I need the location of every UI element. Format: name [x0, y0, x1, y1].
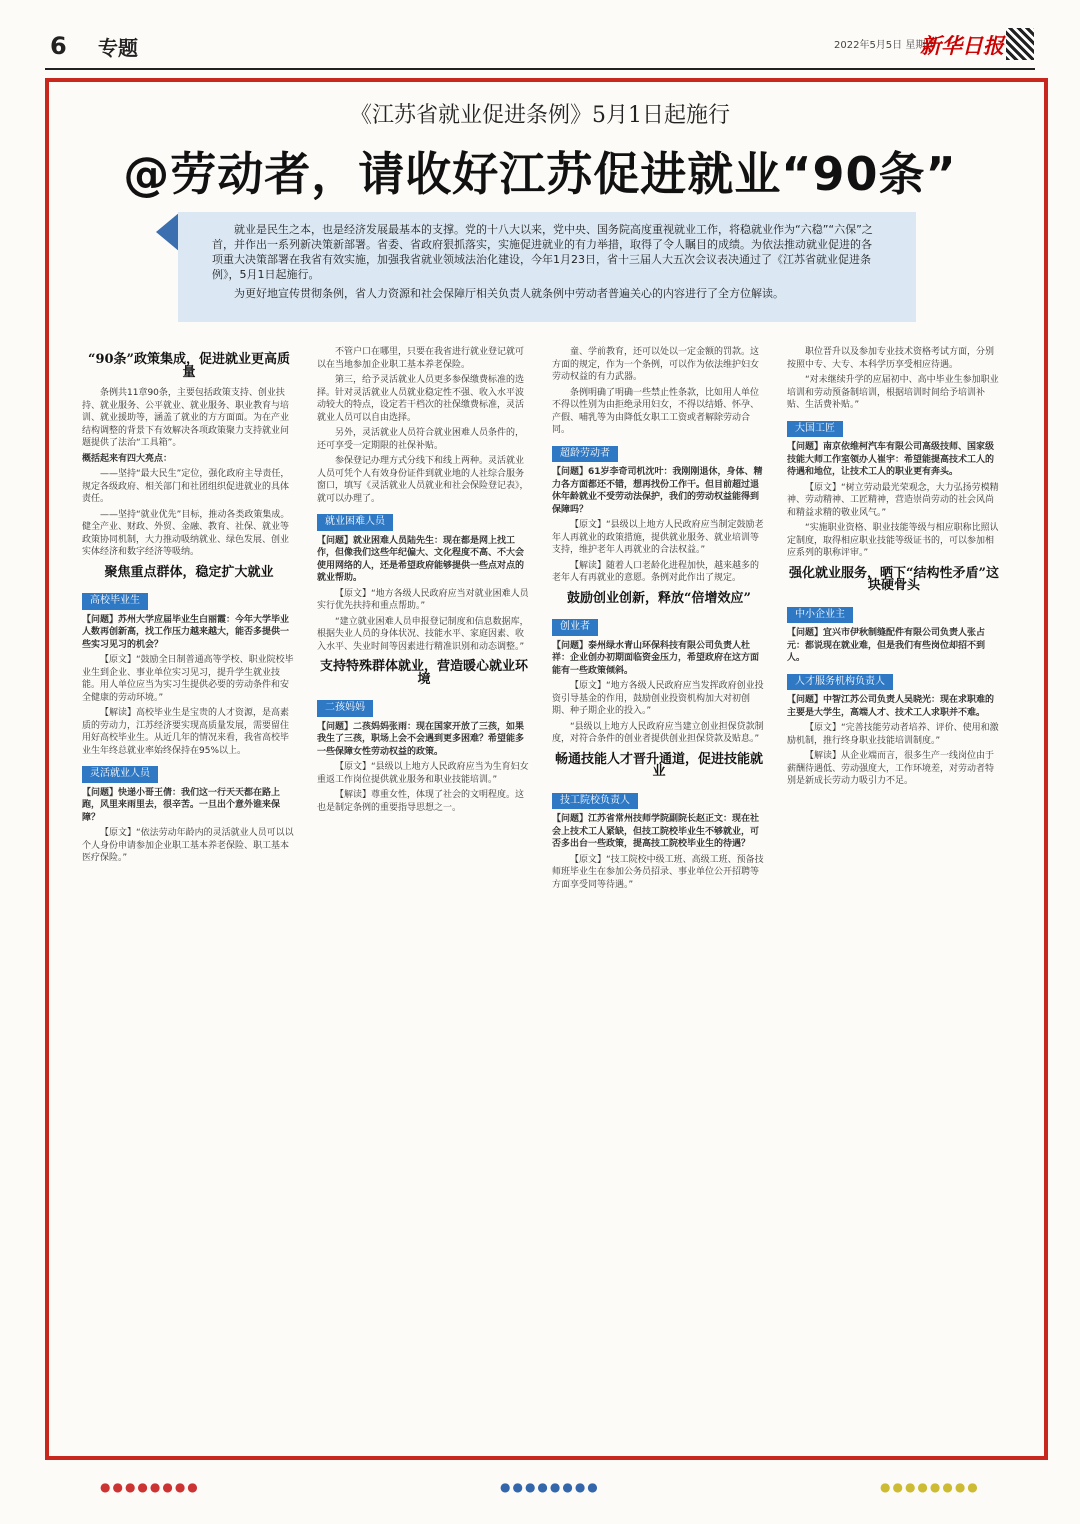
paragraph: 概括起来有四大亮点： [82, 453, 173, 464]
kicker: 《江苏省就业促进条例》5月1日起施行 [350, 103, 730, 128]
section-heading: 鼓励创业创新，释放“倍增效应” [567, 590, 751, 606]
topic-tag: 就业困难人员 [317, 514, 393, 531]
page-title: @劳动者，请收好江苏促进就业“90条” [123, 147, 957, 201]
masthead [0, 0, 1080, 72]
intro-paragraph: 为更好地宣传贯彻条例，省人力资源和社会保障厅相关负责人就条例中劳动者普遍关心的内容进行了全方位解读。 [234, 287, 784, 300]
paragraph: 【解读】高校毕业生是宝贵的人才资源，是高素质的劳动力，江苏经济要实现高质量发展，需要留住用好高校毕业生。从近几年的情况来看，我省高校毕业生年终总就业率始终保持在95%以上。 [82, 708, 290, 756]
intro-paragraph: 就业是民生之本，也是经济发展最基本的支撑。党的十八大以来，党中央、国务院高度重视就业工作，将稳就业作为“六稳”“六保”之首，并作出一系列新决策新部署。省委、省政府狠抓落实，实施促进就业的有力举措，取得了令人瞩目的成绩。为依法推动就业促进的各项重大决策部署在我省有效实施，加强我省就业领域法治化建设，今年1月23日，省十三届人大五次会议表决通过了《江苏省就业促进条例》，5月1日起施行。 [212, 223, 873, 281]
column-2 [317, 346, 531, 1446]
question: 【问题】苏州大学应届毕业生白丽霞：今年大学毕业人数再创新高，找工作压力越来越大，能否多提供一些实习见习的机会？ [82, 614, 290, 650]
paragraph: 【原文】“鼓励全日制普通高等学校、职业院校毕业生到企业、事业单位实习见习，提升学生就业技能。用人单位应当为实习生提供必要的劳动条件和安全健康的劳动环境。” [82, 655, 294, 703]
paragraph: 条例明确了明确一些禁止性条款，比如用人单位不得以性别为由拒绝录用妇女，不得以结婚、怀孕、产假、哺乳等为由降低女职工工资或者解除劳动合同。 [552, 387, 760, 435]
paragraph: “建立就业困难人员申报登记制度和信息数据库，根据失业人员的身体状况、技能水平、家庭因素、收入水平、失业时间等因素进行精准识别和动态调整。” [317, 616, 529, 652]
question: 【问题】二孩妈妈张雨：现在国家开放了三孩，如果我生了三孩，职场上会不会遇到更多困难？希望能多一些保障女性劳动权益的政策。 [317, 721, 525, 757]
paragraph: “实施职业资格、职业技能等级与相应职称比照认定制度，取得相应职业技能等级证书的，可以参加相应系列的职称评审。” [787, 523, 999, 558]
paragraph: 【解读】随着人口老龄化进程加快，越来越多的老年人有再就业的意愿。条例对此作出了规定。 [552, 560, 760, 583]
intro-box [178, 212, 916, 322]
paragraph: 【原文】“县级以上地方人民政府应当为生育妇女重返工作岗位提供就业服务和职业技能培训。” [317, 762, 529, 785]
section-heading: 聚焦重点群体，稳定扩大就业 [104, 564, 274, 580]
section-heading: 强化就业服务，晒下“结构性矛盾”这块硬骨头 [789, 565, 999, 593]
page-number: 6 [50, 32, 67, 60]
question: 【问题】61岁李奇司机沈叶：我刚刚退休，身体、精力各方面都还不错，想再找份工作干。但目前超过退休年龄就业不受劳动法保护，我们的劳动权益能得到保障吗？ [552, 467, 763, 515]
section-heading: 支持特殊群体就业，营造暖心就业环境 [319, 659, 528, 687]
question: 【问题】快递小哥王倩：我们这一行天天都在路上跑，风里来雨里去，很辛苦。一旦出个意外谁来保障？ [82, 787, 281, 823]
paragraph: 第三，给予灵活就业人员更多参保缴费标准的选择。针对灵活就业人员就业稳定性不强、收入水平波动较大的特点，设定若干档次的社保缴费标准，灵活就业人员可以自由选择。 [317, 375, 525, 423]
paragraph: 童、学前教育，还可以处以一定金额的罚款。这方面的规定，作为一个条例，可以作为依法维护妇女劳动权益的有力武器。 [552, 347, 760, 382]
issue-date: 2022年5月5日 星期四 [834, 40, 936, 51]
topic-tag: 灵活就业人员 [82, 766, 158, 783]
question: 【问题】中智江苏公司负责人吴晓光：现在求职难的主要是大学生，高端人才、技术工人求职并不难。 [787, 695, 995, 718]
paragraph: 【原文】“技工院校中级工班、高级工班、预备技师班毕业生在参加公务员招录、事业单位公开招聘等方面享受同等待遇。” [552, 854, 764, 890]
topic-tag: 创业者 [552, 619, 598, 636]
section-heading: “90条”政策集成，促进就业更高质量 [87, 352, 291, 380]
question: 【问题】南京依维柯汽车有限公司高级技师、国家级技能大师工作室领办人崔宇：希望能提高技术工人的待遇和地位，让技术工人的职业更有奔头。 [787, 442, 995, 477]
paragraph: “对未继续升学的应届初中、高中毕业生参加职业培训和劳动预备制培训，根据培训时间给予培训补贴、生活费补贴。” [787, 375, 999, 410]
paragraph: 【原文】“完善技能劳动者培养、评价、使用和激励机制，推行终身职业技能培训制度。” [787, 723, 999, 746]
column-1 [82, 346, 296, 1446]
paragraph: 【原文】“县级以上地方人民政府应当制定鼓励老年人再就业的政策措施，提供就业服务、就业培训等支持，维护老年人再就业的合法权益。” [552, 520, 764, 555]
registration-marks: ●●●●●●●● [880, 1480, 980, 1494]
paragraph: 【解读】尊重女性，体现了社会的文明程度。这也是制定条例的重要指导思想之一。 [317, 790, 525, 813]
section-name: 专题 [98, 36, 138, 60]
topic-tag: 中小企业主 [787, 607, 853, 624]
topic-tag: 大国工匠 [787, 421, 843, 438]
top-rule [45, 68, 1035, 70]
question: 【问题】宜兴市伊秋制缝配件有限公司负责人张占元：都说现在就业难，但是我们有些岗位却招不到人。 [787, 628, 986, 663]
topic-tag: 高校毕业生 [82, 593, 148, 610]
paragraph: 【原文】“地方各级人民政府应当对就业困难人员实行优先扶持和重点帮助。” [317, 588, 529, 611]
paper-logo: 新华日报 [920, 33, 1004, 58]
topic-tag: 二孩妈妈 [317, 700, 373, 717]
paragraph: 【解读】从企业端而言，很多生产一线岗位由于薪酬待遇低、劳动强度大，工作环境差，对劳动者特别是新成长劳动力吸引力不足。 [787, 751, 995, 786]
registration-marks: ●●●●●●●● [100, 1480, 200, 1494]
paragraph: 条例共11章90条，主要包括政策支持、创业扶持、就业服务、公平就业、就业服务、职业教育与培训、就业援助等，涵盖了就业的方方面面。为在产业结构调整的背景下有效解决各项政策聚力支持就业问题提供了法治“工具箱”。 [82, 388, 290, 448]
paragraph: ——坚持“最大民生”定位，强化政府主导责任，规定各级政府、相关部门和社团组织促进就业的具体责任。 [82, 469, 290, 504]
paragraph: “县级以上地方人民政府应当建立创业担保贷款制度，对符合条件的创业者提供创业担保贷款及贴息。” [552, 721, 764, 744]
qr-code-icon [1006, 28, 1034, 60]
topic-tag: 人才服务机构负责人 [787, 674, 893, 691]
column-4 [787, 346, 1001, 1446]
paragraph: ——坚持“就业优先”目标，推动各类政策集成。健全产业、财政、外贸、金融、教育、社保、就业等政策协同机制，大力推动吸纳就业、绿色发展、创业实体经济和数字经济等吸纳。 [82, 509, 290, 557]
topic-tag: 技工院校负责人 [552, 793, 638, 810]
paragraph: 另外，灵活就业人员符合就业困难人员条件的，还可享受一定期限的社保补贴。 [317, 428, 525, 451]
section-heading: 畅通技能人才晋升通道，促进技能就业 [554, 751, 763, 779]
topic-tag: 超龄劳动者 [552, 446, 618, 463]
paragraph: 【原文】“树立劳动最光荣观念，大力弘扬劳模精神、劳动精神、工匠精神，营造崇尚劳动的社会风尚和精益求精的敬业风气。” [787, 482, 999, 518]
paragraph: 【原文】“依法劳动年龄内的灵活就业人员可以以个人身份申请参加企业职工基本养老保险、职工基本医疗保险。” [82, 828, 294, 863]
question: 【问题】就业困难人员陆先生：现在都是网上找工作，但像我们这些年纪偏大、文化程度不高、不大会使用网络的人，还是希望政府能够提供一些点对点的就业帮助。 [317, 535, 525, 583]
question: 【问题】江苏省常州技师学院副院长赵正文：现在社会上技术工人紧缺，但技工院校毕业生不够就业，可否多出台一些政策，提高技工院校毕业生的待遇？ [552, 814, 760, 849]
question: 【问题】泰州绿水青山环保科技有限公司负责人杜祥：企业创办初期面临资金压力，希望政府在这方面能有一些政策倾斜。 [552, 640, 760, 676]
paragraph: 【原文】“地方各级人民政府应当发挥政府创业投资引导基金的作用，鼓励创业投资机构加大对初创期、种子期企业的投入。” [552, 681, 764, 716]
column-3 [552, 346, 766, 1446]
paragraph: 职位晋升以及参加专业技术资格考试方面，分别按照中专、大专、本科学历享受相应待遇。 [787, 347, 995, 370]
registration-marks: ●●●●●●●● [500, 1480, 600, 1494]
paragraph: 不管户口在哪里，只要在我省进行就业登记就可以在当地参加企业职工基本养老保险。 [317, 347, 525, 370]
paragraph: 参保登记办理方式分线下和线上两种。灵活就业人员可凭个人有效身份证件到就业地的人社综合服务窗口，填写《灵活就业人员就业和社会保险登记表》，就可以办理了。 [317, 456, 529, 504]
